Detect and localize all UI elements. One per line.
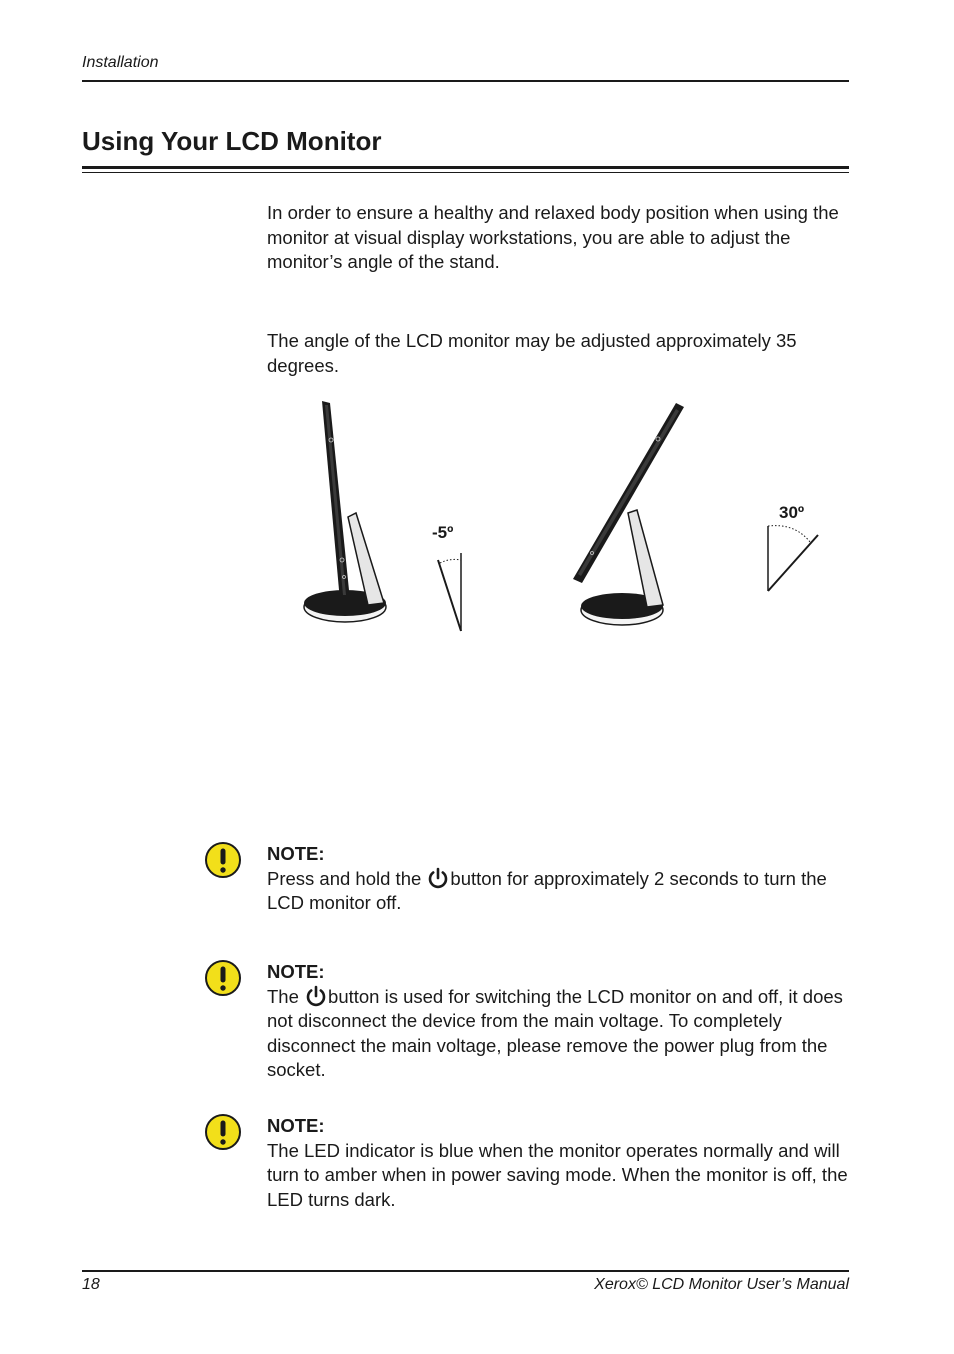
monitor-tilted-back-illustration [304,401,386,622]
note-text-after: button for approximately 2 seconds to turn the LCD monitor off. [267,867,827,913]
note-heading: NOTE: [267,961,325,982]
angle-paragraph: The angle of the LCD monitor may be adjusted approximately 35 degrees. [267,330,797,376]
note-text-before: The [267,985,305,1007]
warning-exclamation-icon [205,1114,241,1150]
title-rule-thick [82,166,849,169]
note-heading: NOTE: [267,1115,325,1136]
header-rule [82,80,849,82]
footer-rule [82,1270,849,1272]
section-header: Installation [82,54,159,71]
angle-back-label: -5º [432,523,454,542]
manual-title: Xerox© LCD Monitor User’s Manual [594,1276,849,1293]
note-heading: NOTE: [267,843,325,864]
intro-paragraph: In order to ensure a healthy and relaxed body position when using the monitor at visual display workstations, you are able to adjust the monitor’s angle of the stand. [267,202,839,272]
warning-exclamation-icon [205,960,241,996]
power-icon [427,867,449,889]
warning-exclamation-icon [205,842,241,878]
note-text [267,1114,857,1212]
note-text [267,842,857,916]
angle-minus-5-indicator [438,553,461,631]
note-text-after: button is used for switching the LCD monitor on and off, it does not disconnect the device from the main voltage. To completely disconnect the main voltage, please remove the power plug from the socket. [267,985,843,1080]
title-rule-thin [82,172,849,173]
power-icon [305,985,327,1007]
note-text-body: The LED indicator is blue when the monitor operates normally and will turn to amber when in power saving mode. When the monitor is off, the LED turns dark. [267,1139,848,1210]
note-text-before: Press and hold the [267,867,427,889]
page-number: 18 [82,1276,100,1293]
note-text [267,960,857,1083]
angle-forward-label: 30º [779,503,805,522]
monitor-tilt-figure [290,395,850,640]
angle-30-indicator [768,526,818,591]
monitor-tilted-forward-illustration [573,403,684,625]
page-title: Using Your LCD Monitor [82,126,382,156]
